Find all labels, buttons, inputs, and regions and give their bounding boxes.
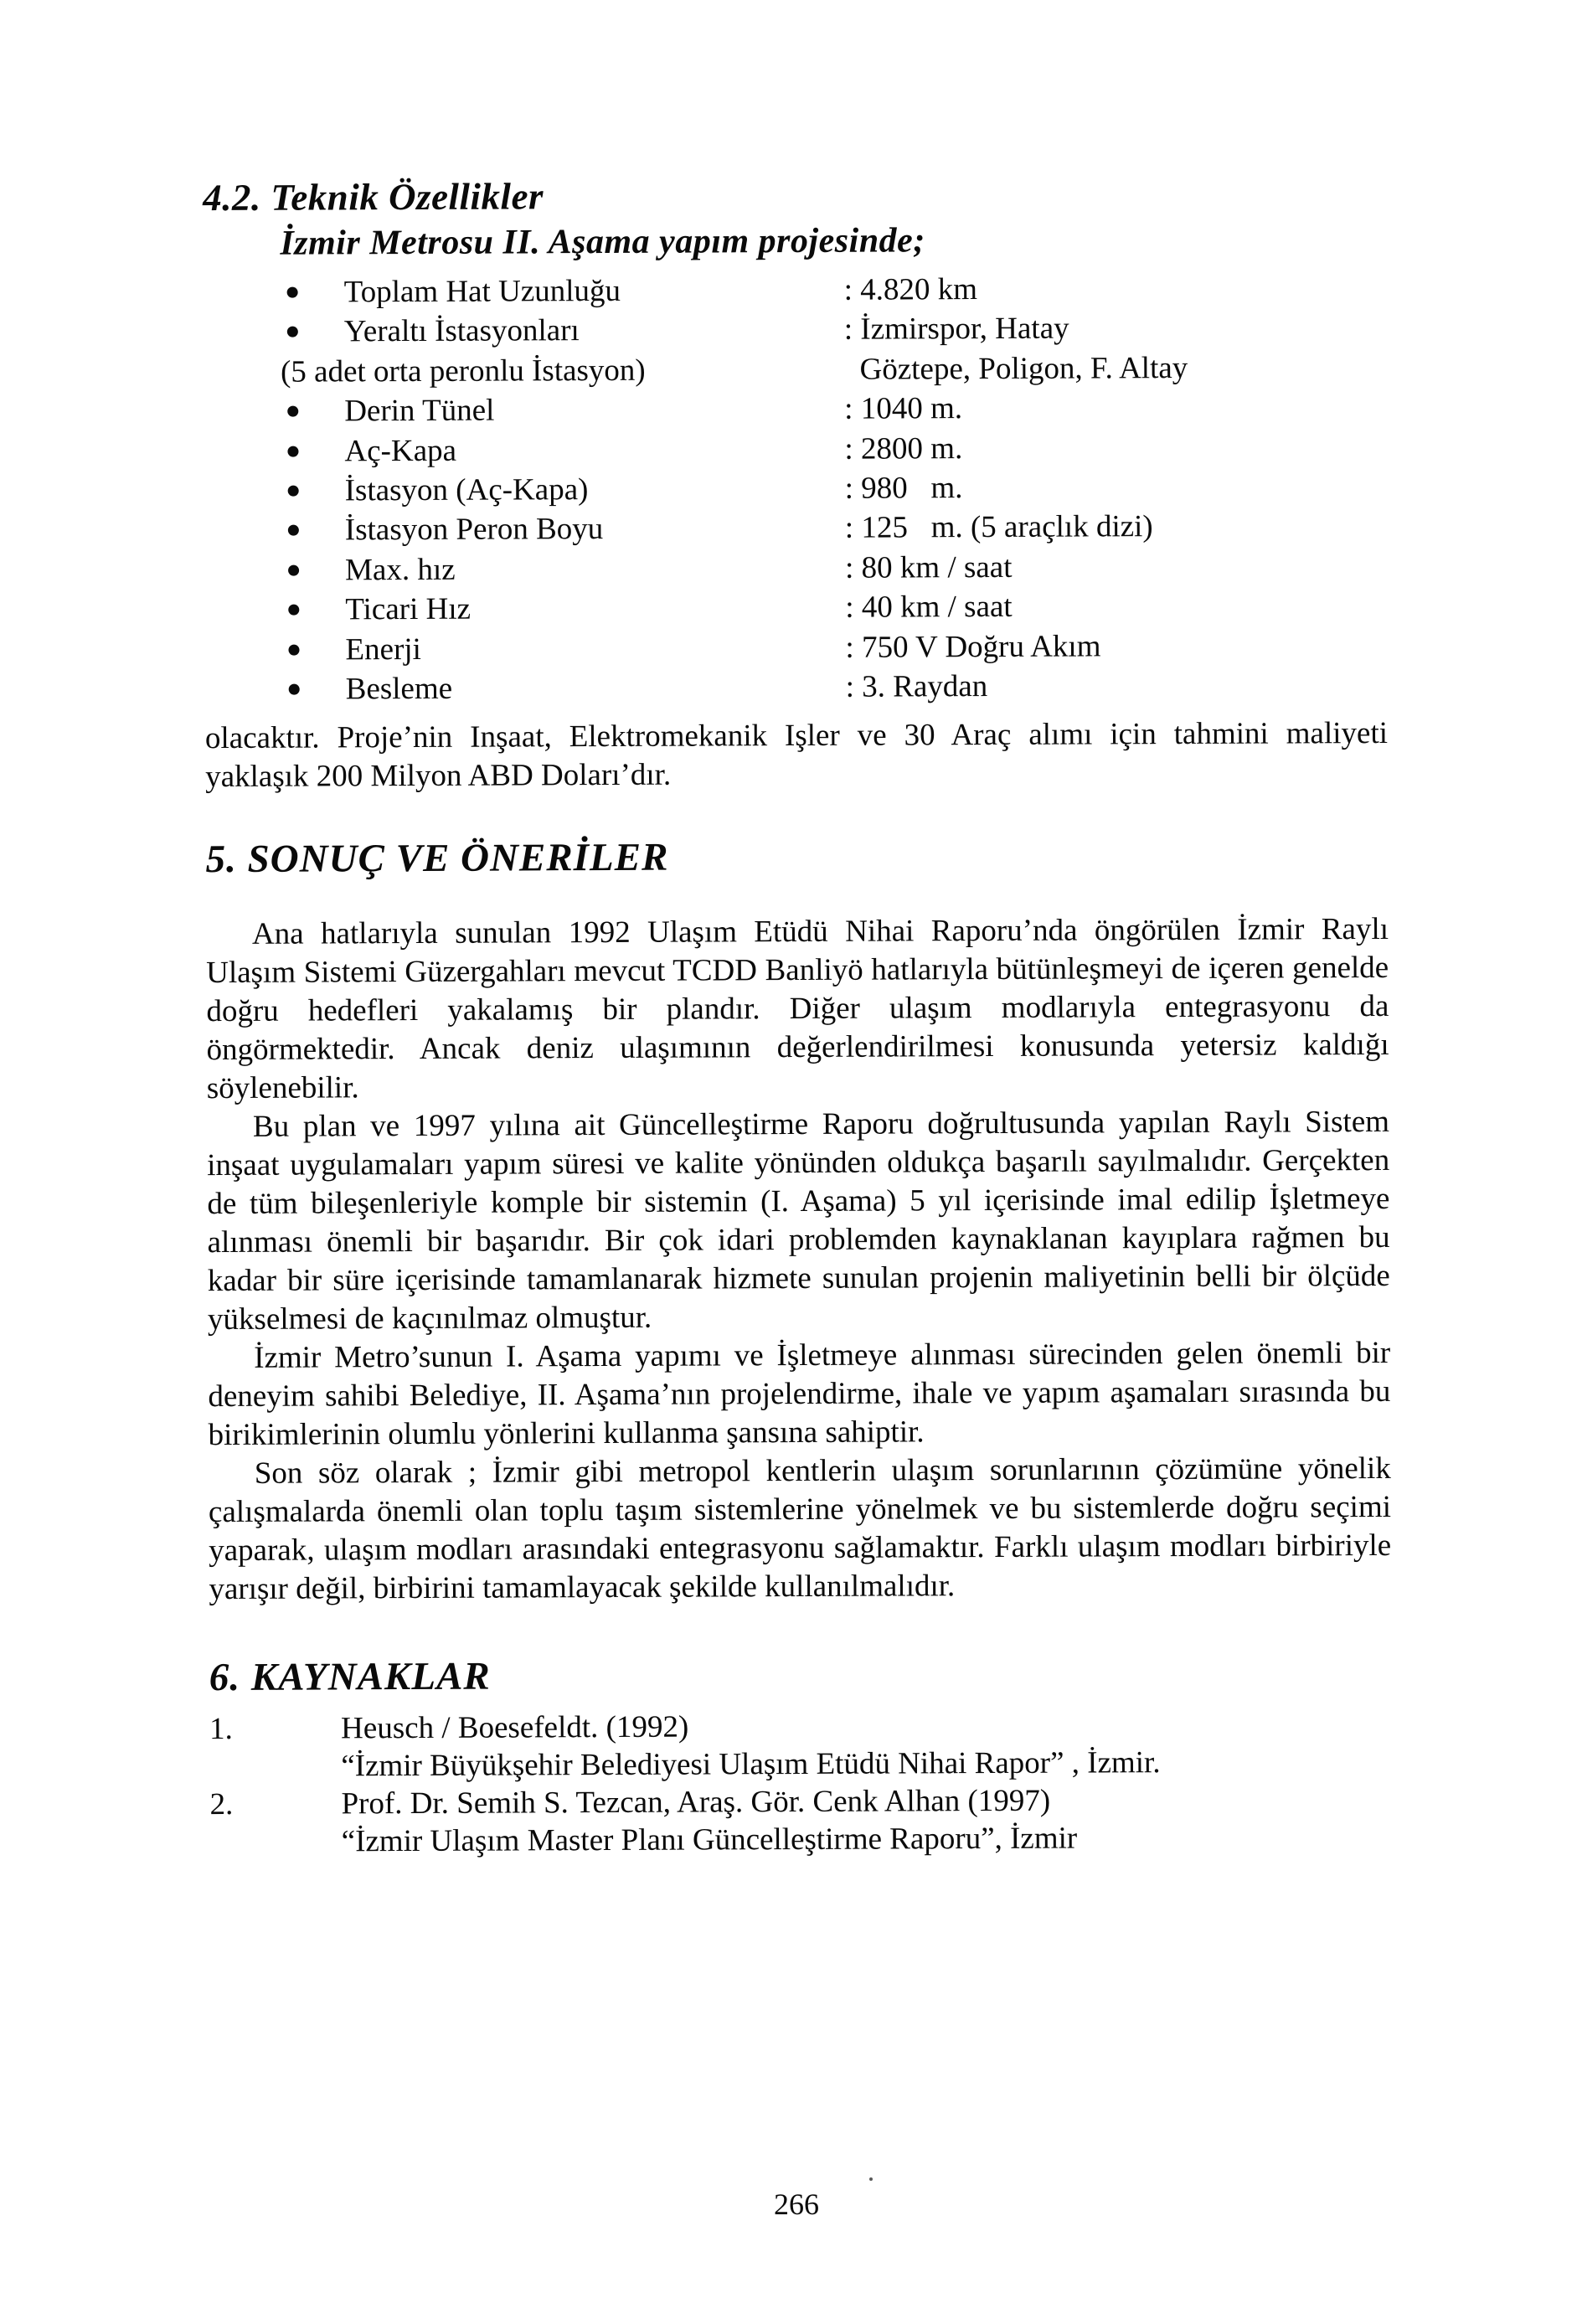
spec-value: : 3. Raydan (845, 669, 988, 704)
bullet-icon (288, 525, 299, 536)
spec-label: Aç-Kapa (344, 433, 457, 468)
section-5-heading: 5. SONUÇ VE ÖNERİLER (205, 836, 669, 882)
technical-spec-list (204, 268, 1388, 710)
reference-list (209, 1705, 1393, 1861)
reference-body (341, 1780, 1392, 1860)
spec-row (204, 585, 1387, 631)
paragraph: Bu plan ve 1997 yılına ait Güncelleştirme Raporu doğrultusunda yapılan Raylı Sistem inşaat uygulamaları yapım süresi ve kalite yönünden oldukça başarılı sayılmalıdır. Gerçekten de tüm bileşenleriyle komple bir sistemin (I. Aşama) 5 yıl içerisinde imal edilip İşletmeye alınması önemli bir başarıdır. Bir çok idari problemden kaynaklanan kayıplara rağmen bu kadar bir süre içerisinde tamamlanarak hizmete sunulan projenin maliyetinin belli bir ölçüde yükselmesi de kaçınılmaz olmuştur. (207, 1105, 1390, 1337)
spec-row (204, 268, 1386, 313)
bullet-icon (287, 327, 298, 338)
reference-item (209, 1705, 1392, 1786)
reference-title: “İzmir Büyükşehir Belediyesi Ulaşım Etüdü Nihai Rapor” , İzmir. (341, 1745, 1161, 1784)
spec-value: : 1040 m. (844, 391, 963, 426)
spec-row (204, 387, 1386, 432)
spec-value: : 750 V Doğru Akım (845, 629, 1101, 665)
spec-label: Toplam Hat Uzunluğu (343, 273, 621, 310)
spec-value: : 80 km / saat (844, 549, 1013, 585)
reference-item (209, 1780, 1392, 1861)
cost-paragraph: olacaktır. Proje’nin Inşaat, Elektromekanik Işler ve 30 Araç alımı için tahmini maliyeti yaklaşık 200 Milyon ABD Doları’dır. (204, 716, 1389, 795)
spec-row (204, 506, 1387, 551)
reference-body (341, 1705, 1392, 1785)
reference-authors: Heusch / Boesefeldt. (1992) (341, 1710, 689, 1746)
spec-row (204, 466, 1387, 512)
bullet-icon (288, 564, 299, 575)
spec-label: Yeraltı İstasyonları (343, 313, 580, 349)
spec-value: : 4.820 km (843, 272, 978, 307)
bullet-icon (287, 406, 298, 417)
bullet-icon (288, 486, 299, 497)
spec-value: : İzmirspor, Hatay (843, 311, 1069, 348)
bullet-icon (288, 644, 299, 655)
spec-row (204, 348, 1386, 393)
reference-authors: Prof. Dr. Semih S. Tezcan, Araş. Gör. Cenk Alhan (1997) (341, 1784, 1051, 1822)
spec-label: Ticari Hız (345, 591, 472, 627)
bullet-icon (287, 446, 298, 456)
reference-number: 2. (209, 1787, 234, 1822)
spec-label: Max. hız (345, 552, 456, 588)
page-number: 266 (774, 2187, 819, 2221)
spec-row (204, 427, 1386, 472)
spec-label: (5 adet orta peronlu İstasyon) (280, 353, 646, 389)
spec-label: Besleme (345, 671, 453, 707)
spec-row (204, 626, 1387, 671)
spec-label: Derin Tünel (344, 393, 495, 429)
spec-label: İstasyon (Aç-Kapa) (344, 472, 589, 508)
reference-number: 1. (209, 1712, 233, 1747)
spec-value: Göztepe, Poligon, F. Altay (843, 350, 1188, 387)
spec-value: : 980 m. (844, 471, 963, 506)
paragraph: Ana hatlarıyla sunulan 1992 Ulaşım Etüdü Nihai Raporu’nda öngörülen İzmir Raylı Ulaşım Sistemi Güzergahları mevcut TCDD Banliyö hatlarıyla bütünleşmeyi de içeren genelde doğru hedefleri yakalamış bir plandır. Diğer ulaşım modlarıyla entegrasyonu da öngörmektedir. Ancak deniz ulaşımının değerlendirilmesi konusunda yetersiz kaldığı söylenebilir. (206, 912, 1389, 1106)
spec-label: Enerji (345, 631, 421, 667)
bullet-icon (288, 605, 299, 616)
paragraph: Son söz olarak ; İzmir gibi metropol kentlerin ulaşım sorunlarının çözümüne yönelik çalışmalarda önemli olan toplu taşım sistemlerine yönelmek ve bu sistemlerde doğru seçimi yaparak, ulaşım modları arasındaki entegrasyonu sağlamaktır. Farklı ulaşım modları birbiriyle yarışır değil, birbirini tamamlayacak şekilde kullanılmalıdır. (208, 1451, 1392, 1607)
conclusion-paragraphs (206, 910, 1392, 1609)
spec-value: : 2800 m. (844, 430, 963, 466)
spec-row (205, 665, 1388, 710)
page-content (202, 0, 1393, 1862)
bullet-icon (289, 684, 300, 695)
spec-row (204, 546, 1387, 591)
paragraph: İzmir Metro’sunun I. Aşama yapımı ve İşletmeye alınması sürecinden gelen önemli bir deneyim sahibi Belediye, II. Aşama’nın projelendirme, ihale ve yapım aşamaları sırasında bu birikimlerinin olumlu yönlerini kullanma şansına sahiptir. (208, 1336, 1391, 1453)
bullet-icon (287, 287, 298, 298)
scan-speck (869, 2177, 873, 2181)
section-4-2-subheading: İzmir Metrosu II. Aşama yapım projesinde; (280, 221, 925, 263)
reference-title: “İzmir Ulaşım Master Planı Güncelleştirme Raporu”, İzmir (341, 1822, 1078, 1859)
section-6-heading: 6. KAYNAKLAR (209, 1655, 491, 1700)
section-4-2-heading: 4.2. Teknik Özellikler (203, 175, 544, 219)
spec-row (204, 307, 1386, 353)
spec-value: : 40 km / saat (845, 590, 1013, 625)
spec-value: : 125 m. (5 araçlık dizi) (844, 509, 1153, 546)
spec-label: İstasyon Peron Boyu (344, 512, 604, 548)
